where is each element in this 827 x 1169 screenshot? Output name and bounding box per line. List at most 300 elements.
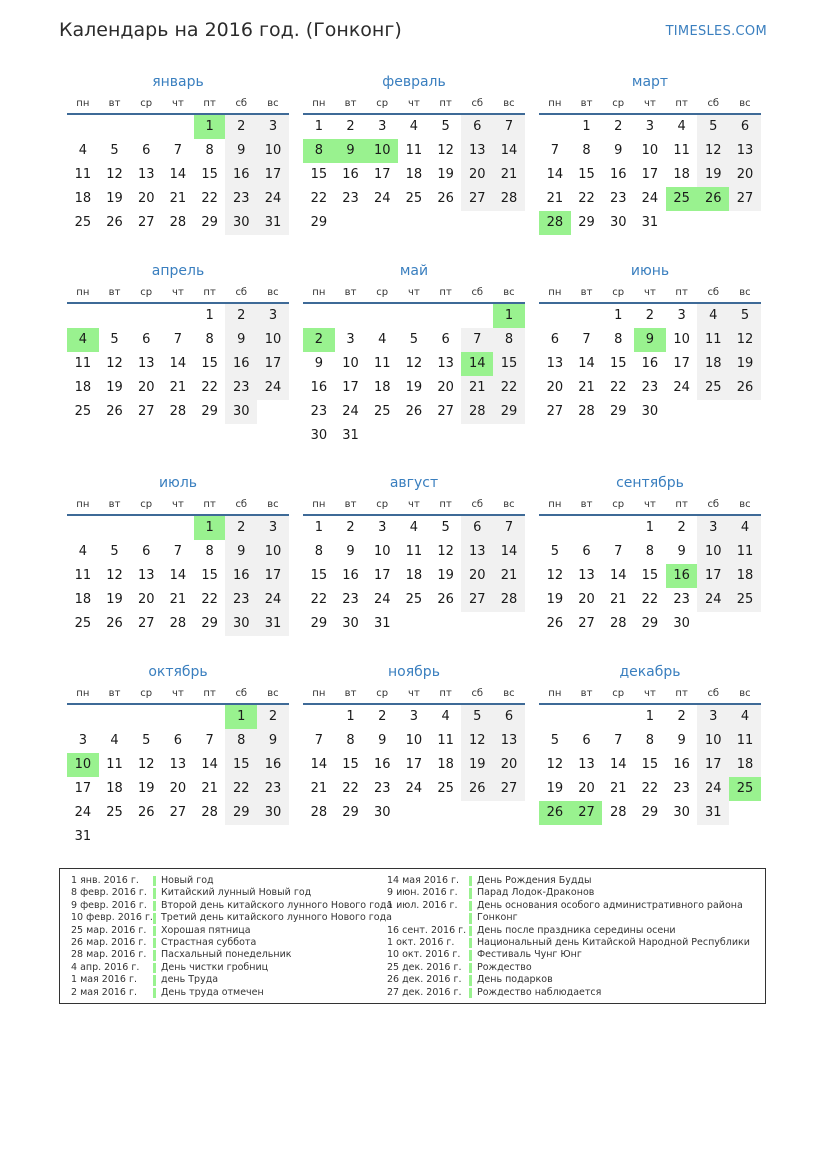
month-7 <box>67 473 289 636</box>
legend-row <box>387 912 750 924</box>
week-row <box>539 304 761 328</box>
legend-holiday-name: Рождество наблюдается <box>477 986 602 998</box>
weekday-label: сб <box>235 97 248 109</box>
day-cell: 26 <box>437 592 454 607</box>
weekday-label: сб <box>471 286 484 298</box>
day-cell: 30 <box>673 805 690 820</box>
week-row <box>539 163 761 187</box>
day-cell: 11 <box>373 356 391 371</box>
legend-color-bar <box>153 950 156 960</box>
weekday-header <box>67 683 289 705</box>
day-cell: 13 <box>578 568 595 583</box>
week-row <box>539 705 761 729</box>
day-cell: 4 <box>441 709 450 724</box>
weekday-label: вс <box>503 97 515 109</box>
legend-date: 9 февр. 2016 г. <box>71 899 147 911</box>
day-cell: 15 <box>578 167 595 182</box>
day-cell: 31 <box>373 616 391 631</box>
day-cell: 11 <box>74 356 92 371</box>
day-cell: 27 <box>578 616 595 631</box>
legend-date: 1 июл. 2016 г. <box>387 899 458 911</box>
weekday-label: пн <box>312 286 326 298</box>
day-cell: 3 <box>257 516 289 540</box>
day-cell: 12 <box>461 729 493 753</box>
day-cell: 15 <box>201 568 218 583</box>
empty-cell <box>67 705 99 729</box>
week-row <box>303 564 525 588</box>
legend-color-bar <box>469 988 472 998</box>
day-cell: 30 <box>342 616 359 631</box>
day-cell: 8 <box>205 544 214 559</box>
legend-date: 1 окт. 2016 г. <box>387 936 455 948</box>
day-cell: 26 <box>106 616 123 631</box>
weekday-label: ср <box>140 97 153 109</box>
day-cell: 24 <box>257 588 289 612</box>
day-cell: 29 <box>493 400 525 424</box>
legend-holiday-name: Пасхальный понедельник <box>161 949 292 961</box>
day-cell: 10 <box>342 356 359 371</box>
day-cell: 29 <box>609 404 627 419</box>
day-cell: 28 <box>578 404 595 419</box>
empty-cell <box>67 304 99 328</box>
empty-cell <box>99 304 131 328</box>
holiday-day-cell: 1 <box>493 304 525 328</box>
day-cell: 21 <box>169 592 187 607</box>
day-cell: 28 <box>493 588 525 612</box>
day-cell: 12 <box>437 544 454 559</box>
day-cell: 5 <box>441 520 450 535</box>
holiday-day-cell: 10 <box>67 753 99 777</box>
weekday-label: чт <box>172 97 184 109</box>
day-cell: 20 <box>137 380 155 395</box>
day-cell: 4 <box>697 304 729 328</box>
day-cell: 3 <box>257 304 289 328</box>
legend-row <box>387 900 750 912</box>
day-cell: 28 <box>310 805 328 820</box>
week-row <box>539 400 761 424</box>
day-cell: 9 <box>346 544 355 559</box>
day-cell: 23 <box>225 588 257 612</box>
day-cell: 20 <box>578 592 595 607</box>
week-row <box>539 801 761 825</box>
day-cell: 13 <box>169 757 187 772</box>
day-cell: 28 <box>169 404 187 419</box>
day-cell: 18 <box>405 568 423 583</box>
legend-row <box>387 974 750 986</box>
weekday-header <box>303 683 525 705</box>
legend-color-bar <box>469 876 472 886</box>
legend-color-bar <box>469 926 472 936</box>
day-cell: 17 <box>697 564 729 588</box>
day-cell: 26 <box>546 616 564 631</box>
legend-date: 16 сент. 2016 г. <box>387 924 467 936</box>
legend-row <box>71 900 392 912</box>
day-cell: 23 <box>225 187 257 211</box>
day-cell: 9 <box>614 143 623 158</box>
day-cell: 4 <box>78 143 87 158</box>
day-cell: 23 <box>373 781 391 796</box>
day-cell: 23 <box>673 781 690 796</box>
day-cell: 16 <box>225 564 257 588</box>
week-row <box>539 352 761 376</box>
page-title: Календарь на 2016 год. (Гонконг) <box>59 19 402 41</box>
month-name: ноябрь <box>388 664 440 680</box>
weekday-label: ср <box>376 687 389 699</box>
day-cell: 28 <box>169 616 187 631</box>
empty-cell <box>257 400 289 424</box>
weekday-label: ср <box>376 97 389 109</box>
day-cell: 10 <box>641 143 659 158</box>
day-cell: 14 <box>310 757 328 772</box>
weekday-header <box>539 494 761 516</box>
month-name: март <box>631 74 669 90</box>
weekday-label: чт <box>408 687 420 699</box>
weekday-label: вт <box>108 97 121 109</box>
empty-cell <box>729 400 761 424</box>
day-cell: 12 <box>106 568 123 583</box>
day-cell: 17 <box>257 163 289 187</box>
day-cell: 3 <box>346 332 355 347</box>
empty-cell <box>99 825 131 849</box>
day-cell: 7 <box>582 332 591 347</box>
legend-row <box>71 887 392 899</box>
weekday-label: пт <box>675 286 688 298</box>
empty-cell <box>194 825 226 849</box>
legend-holiday-name: Хорошая пятница <box>161 924 251 936</box>
day-cell: 22 <box>641 592 659 607</box>
weekday-label: сб <box>707 286 720 298</box>
day-cell: 7 <box>493 516 525 540</box>
day-cell: 17 <box>74 781 92 796</box>
day-cell: 16 <box>373 757 391 772</box>
day-cell: 3 <box>697 516 729 540</box>
day-cell: 17 <box>673 356 690 371</box>
week-row <box>303 729 525 753</box>
week-row <box>303 424 525 448</box>
empty-cell <box>130 825 162 849</box>
weekday-label: ср <box>140 498 153 510</box>
day-cell: 1 <box>614 308 623 323</box>
day-cell: 17 <box>257 564 289 588</box>
weekday-label: сб <box>471 97 484 109</box>
day-cell: 24 <box>697 588 729 612</box>
day-cell: 27 <box>546 404 564 419</box>
empty-cell <box>539 516 571 540</box>
week-row <box>539 777 761 801</box>
month-12 <box>539 662 761 825</box>
weekday-label: вс <box>503 286 515 298</box>
weekday-label: пн <box>312 498 326 510</box>
legend-color-bar <box>153 876 156 886</box>
day-cell: 19 <box>405 380 423 395</box>
weekday-label: вт <box>344 286 357 298</box>
legend-color-bar <box>469 950 472 960</box>
day-cell: 16 <box>257 753 289 777</box>
day-cell: 21 <box>609 781 627 796</box>
weekday-label: пн <box>548 498 562 510</box>
day-cell: 3 <box>677 308 686 323</box>
month-name: январь <box>152 74 204 90</box>
day-cell: 15 <box>342 757 359 772</box>
day-cell: 24 <box>373 592 391 607</box>
day-cell: 13 <box>546 356 564 371</box>
day-cell: 5 <box>441 119 450 134</box>
weekday-label: пт <box>203 687 216 699</box>
day-cell: 9 <box>225 139 257 163</box>
day-cell: 18 <box>729 564 761 588</box>
day-cell: 13 <box>461 139 493 163</box>
holiday-day-cell: 10 <box>366 139 398 163</box>
day-cell: 7 <box>550 143 559 158</box>
day-cell: 24 <box>74 805 92 820</box>
empty-cell <box>99 705 131 729</box>
empty-cell <box>162 825 194 849</box>
day-cell: 6 <box>173 733 183 748</box>
day-cell: 7 <box>461 328 493 352</box>
month-name: июнь <box>630 263 670 279</box>
day-cell: 23 <box>609 191 627 206</box>
day-cell: 6 <box>461 516 493 540</box>
day-cell: 4 <box>378 332 387 347</box>
holiday-day-cell: 26 <box>539 801 571 825</box>
day-cell: 30 <box>257 801 289 825</box>
weekday-label: чт <box>644 687 656 699</box>
legend-color-bar <box>153 888 156 898</box>
weekday-label: ср <box>140 286 153 298</box>
weekday-label: пт <box>203 498 216 510</box>
weekday-header <box>539 282 761 304</box>
day-cell: 28 <box>609 805 627 820</box>
day-cell: 22 <box>201 191 218 206</box>
weekday-label: чт <box>644 286 656 298</box>
empty-cell <box>539 304 571 328</box>
day-cell: 21 <box>546 191 564 206</box>
month-name: май <box>399 263 429 279</box>
legend-holiday-name: Фестиваль Чунг Юнг <box>477 949 582 961</box>
day-cell: 23 <box>225 376 257 400</box>
day-cell: 24 <box>257 187 289 211</box>
day-cell: 23 <box>310 404 328 419</box>
day-cell: 12 <box>546 757 564 772</box>
legend-date: 25 мар. 2016 г. <box>71 924 147 936</box>
empty-cell <box>461 612 493 636</box>
day-cell: 2 <box>225 516 257 540</box>
legend-date: 4 апр. 2016 г. <box>71 961 140 973</box>
day-cell: 8 <box>205 332 214 347</box>
day-cell: 24 <box>673 380 690 395</box>
day-cell: 29 <box>201 215 218 230</box>
week-row <box>67 376 289 400</box>
day-cell: 24 <box>342 404 359 419</box>
day-cell: 24 <box>641 191 659 206</box>
day-cell: 26 <box>106 215 123 230</box>
day-cell: 3 <box>78 733 87 748</box>
week-row <box>67 163 289 187</box>
day-cell: 8 <box>582 143 591 158</box>
day-cell: 11 <box>405 544 423 559</box>
week-row <box>67 705 289 729</box>
week-row <box>303 588 525 612</box>
day-cell: 18 <box>405 167 423 182</box>
weekday-label: вт <box>580 498 593 510</box>
day-cell: 12 <box>137 757 155 772</box>
day-cell: 5 <box>110 332 119 347</box>
week-row <box>539 516 761 540</box>
day-cell: 16 <box>310 380 328 395</box>
day-cell: 15 <box>609 356 627 371</box>
week-row <box>67 753 289 777</box>
day-cell: 13 <box>578 757 595 772</box>
weekday-header <box>539 93 761 115</box>
day-cell: 20 <box>493 753 525 777</box>
legend-holiday-name: Страстная суббота <box>161 936 257 948</box>
holiday-day-cell: 27 <box>571 801 603 825</box>
empty-cell <box>729 612 761 636</box>
legend-date: 9 июн. 2016 г. <box>387 887 458 899</box>
day-cell: 26 <box>729 376 761 400</box>
day-cell: 15 <box>201 167 218 182</box>
day-cell: 11 <box>74 568 92 583</box>
empty-cell <box>99 115 131 139</box>
month-6 <box>539 261 761 424</box>
day-cell: 7 <box>314 733 323 748</box>
week-row <box>67 352 289 376</box>
empty-cell <box>398 612 430 636</box>
empty-cell <box>398 304 430 328</box>
day-cell: 11 <box>106 757 123 772</box>
day-cell: 1 <box>346 709 355 724</box>
day-cell: 27 <box>169 805 187 820</box>
legend-row <box>387 887 750 899</box>
legend-row <box>71 987 392 999</box>
day-cell: 12 <box>106 356 123 371</box>
week-row <box>303 115 525 139</box>
holiday-day-cell: 25 <box>729 777 761 801</box>
holiday-day-cell: 25 <box>666 187 698 211</box>
day-cell: 24 <box>373 191 391 206</box>
week-row <box>539 139 761 163</box>
week-row <box>67 328 289 352</box>
weekday-label: вс <box>739 687 751 699</box>
day-cell: 13 <box>137 356 155 371</box>
brand-link[interactable]: TIMESLES.COM <box>665 24 767 39</box>
day-cell: 7 <box>614 733 623 748</box>
day-cell: 19 <box>106 592 123 607</box>
empty-cell <box>697 612 729 636</box>
legend-color-bar <box>153 988 156 998</box>
day-cell: 31 <box>641 215 659 230</box>
day-cell: 11 <box>405 143 423 158</box>
month-name: июль <box>158 475 198 491</box>
legend-holiday-name: Новый год <box>161 875 214 886</box>
day-cell: 18 <box>697 352 729 376</box>
day-cell: 19 <box>106 191 123 206</box>
day-cell: 29 <box>641 616 659 631</box>
weekday-label: пт <box>203 97 216 109</box>
week-row <box>67 115 289 139</box>
weekday-label: чт <box>644 498 656 510</box>
weekday-label: пн <box>548 286 562 298</box>
weekday-label: вс <box>267 687 279 699</box>
weekday-label: вт <box>580 97 593 109</box>
day-cell: 19 <box>437 568 454 583</box>
day-cell: 17 <box>697 753 729 777</box>
empty-cell <box>335 304 367 328</box>
day-cell: 3 <box>257 115 289 139</box>
day-cell: 6 <box>550 332 559 347</box>
legend-holiday-name: День основания особого административного района <box>477 899 743 911</box>
empty-cell <box>493 801 525 825</box>
weekday-label: сб <box>471 498 484 510</box>
day-cell: 25 <box>437 781 454 796</box>
day-cell: 23 <box>673 592 690 607</box>
weekday-label: ср <box>612 687 625 699</box>
day-cell: 4 <box>78 544 87 559</box>
empty-cell <box>130 516 162 540</box>
day-cell: 12 <box>437 143 454 158</box>
week-row <box>539 328 761 352</box>
day-cell: 21 <box>609 592 627 607</box>
weekday-header <box>67 282 289 304</box>
day-cell: 12 <box>546 568 564 583</box>
week-row <box>303 516 525 540</box>
day-cell: 9 <box>314 356 323 371</box>
week-row <box>539 376 761 400</box>
day-cell: 12 <box>729 328 761 352</box>
day-cell: 16 <box>225 352 257 376</box>
day-cell: 29 <box>201 404 218 419</box>
day-cell: 1 <box>205 308 214 323</box>
empty-cell <box>430 801 462 825</box>
empty-cell <box>430 304 462 328</box>
day-cell: 2 <box>614 119 623 134</box>
day-cell: 5 <box>142 733 151 748</box>
holiday-day-cell: 1 <box>194 516 226 540</box>
day-cell: 8 <box>314 544 323 559</box>
weekday-label: вс <box>739 97 751 109</box>
day-cell: 19 <box>697 163 729 187</box>
weekday-label: вт <box>580 286 593 298</box>
day-cell: 21 <box>578 380 595 395</box>
day-cell: 6 <box>582 544 591 559</box>
week-row <box>67 304 289 328</box>
day-cell: 28 <box>609 616 627 631</box>
day-cell: 15 <box>641 568 659 583</box>
empty-cell <box>666 400 698 424</box>
day-cell: 25 <box>697 376 729 400</box>
weekday-label: ср <box>376 286 389 298</box>
month-name: август <box>389 475 439 491</box>
day-cell: 4 <box>409 119 419 134</box>
day-cell: 16 <box>342 167 359 182</box>
day-cell: 18 <box>437 757 454 772</box>
weekday-label: пт <box>439 687 452 699</box>
legend-row <box>71 937 392 949</box>
empty-cell <box>366 211 398 235</box>
legend-row <box>387 875 750 887</box>
day-cell: 30 <box>225 612 257 636</box>
day-cell: 21 <box>169 191 187 206</box>
week-row <box>539 612 761 636</box>
empty-cell <box>571 705 603 729</box>
day-cell: 30 <box>609 215 627 230</box>
day-cell: 29 <box>201 616 218 631</box>
weekday-label: ср <box>612 286 625 298</box>
day-cell: 9 <box>225 328 257 352</box>
legend-row <box>71 949 392 961</box>
day-cell: 2 <box>225 115 257 139</box>
day-cell: 23 <box>342 191 359 206</box>
